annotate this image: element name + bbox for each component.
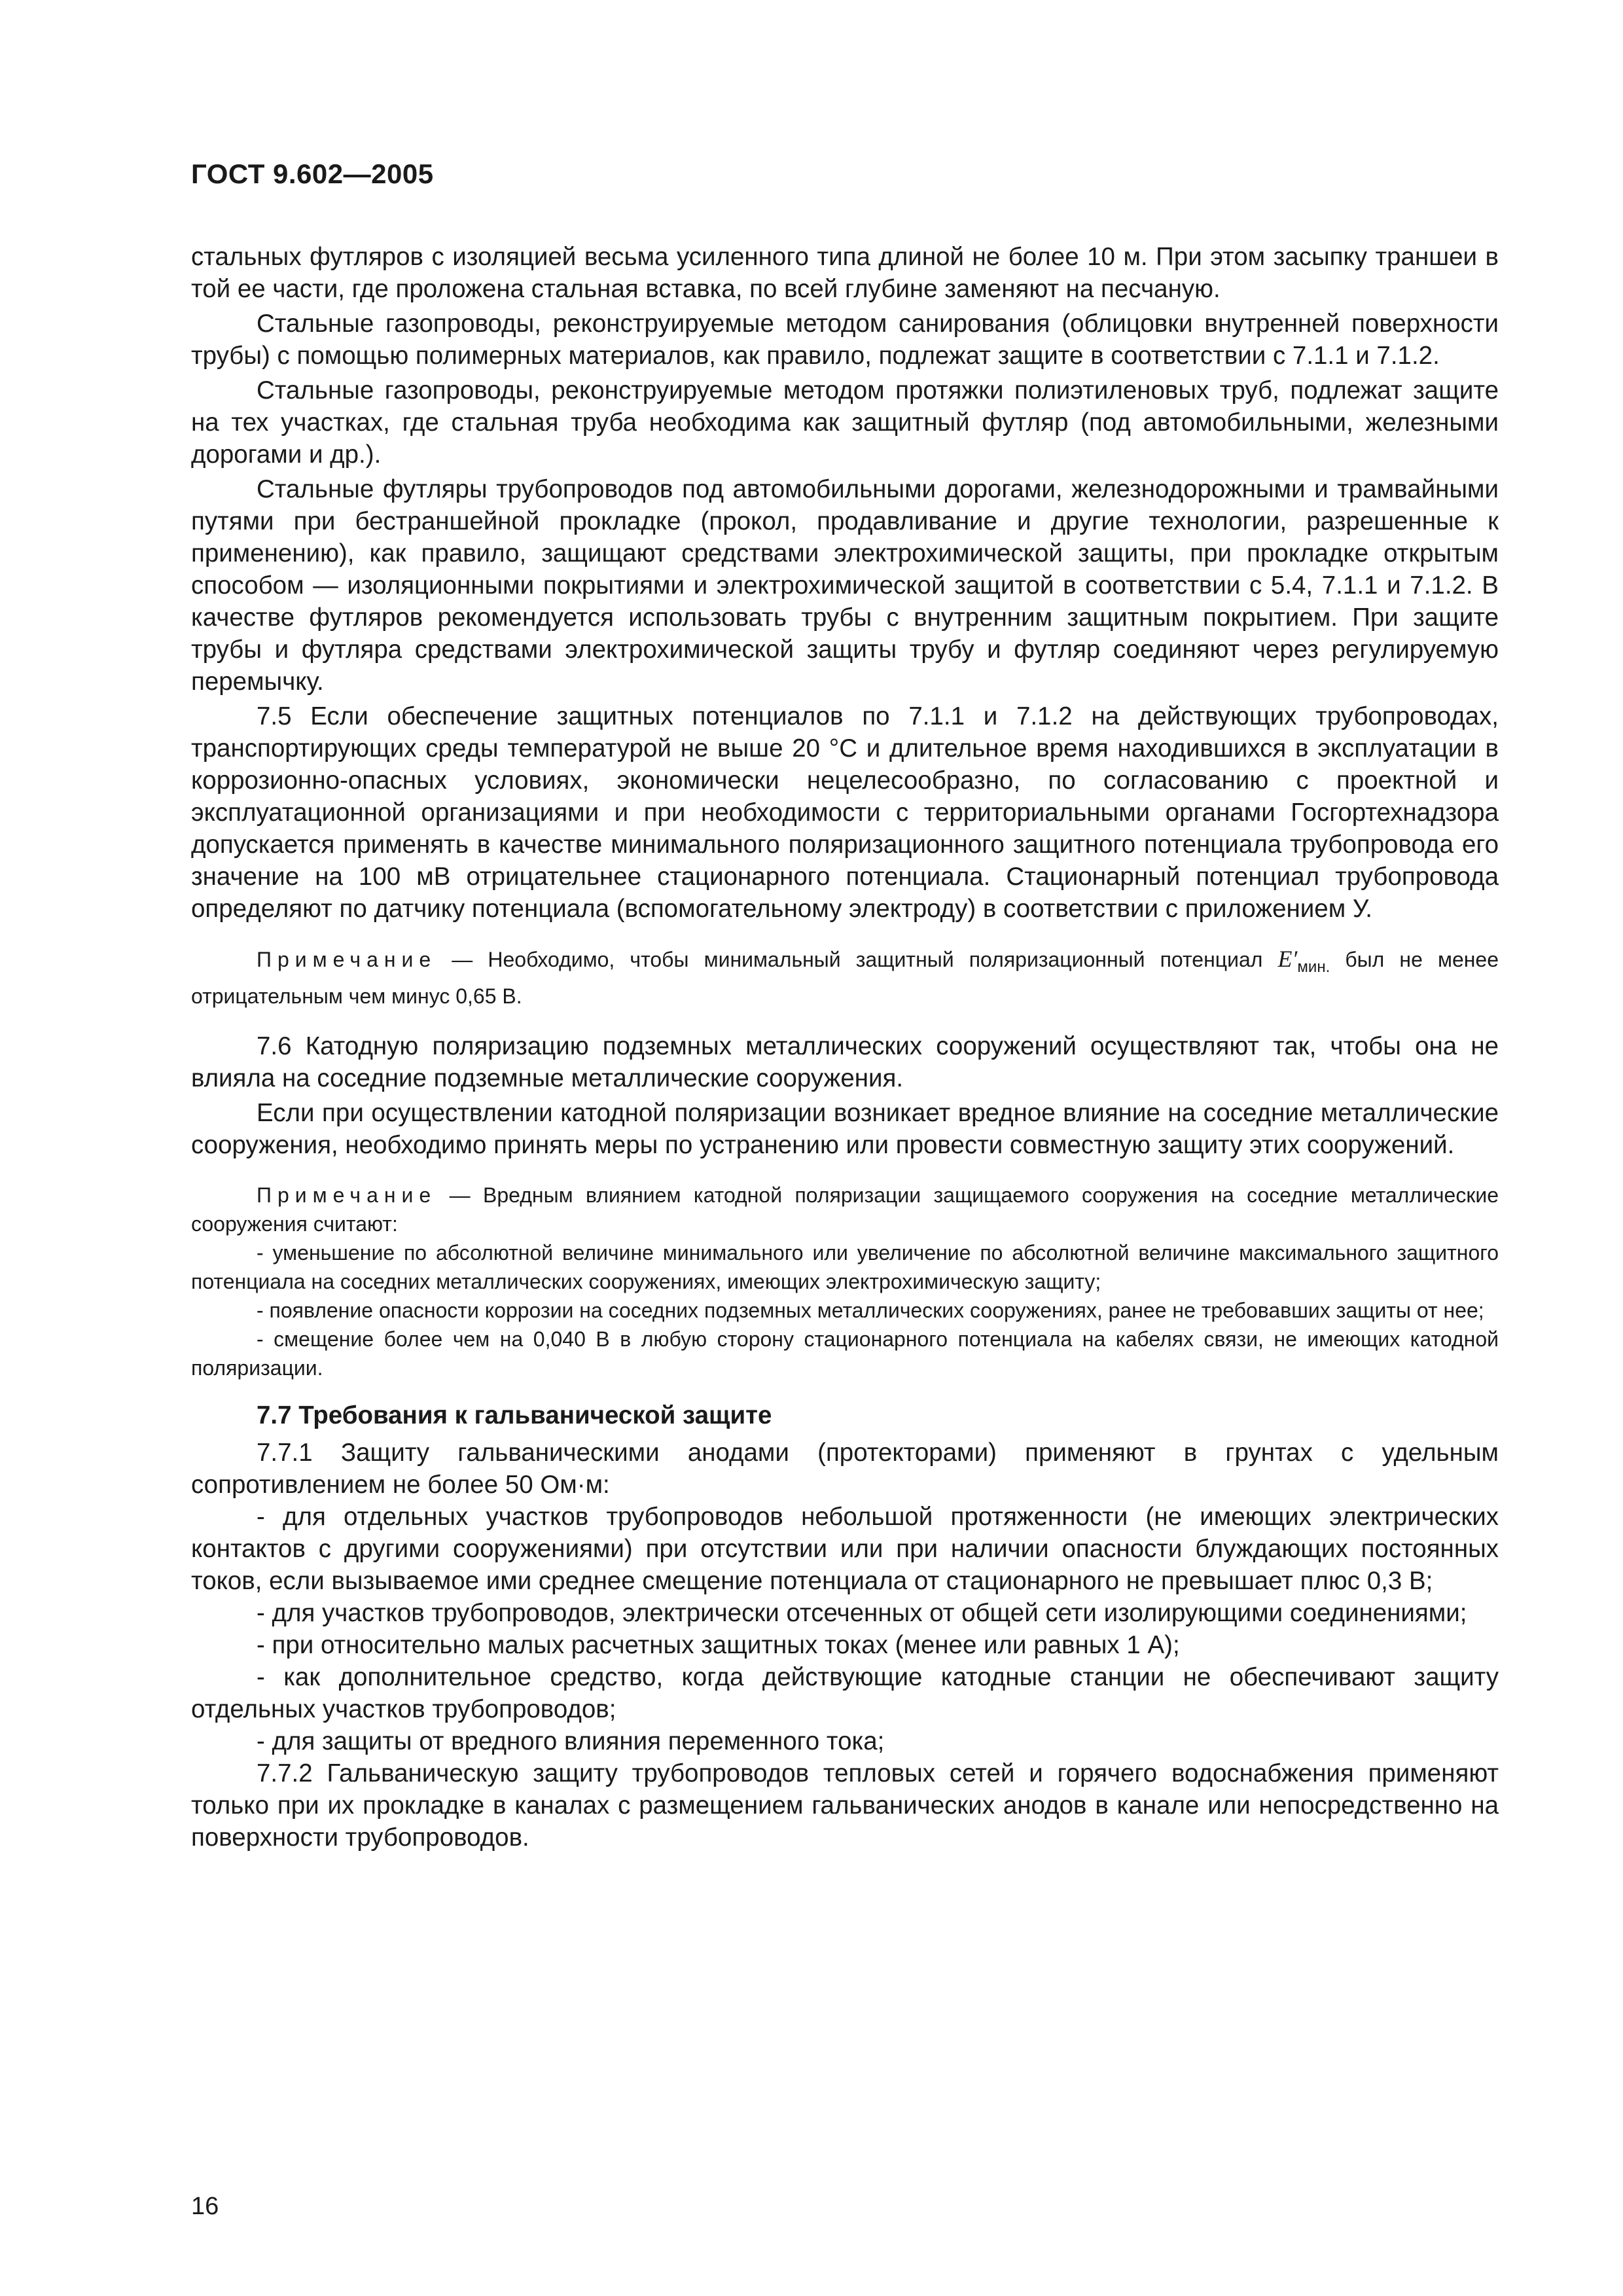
document-body: [191, 241, 1499, 1854]
paragraph: Если при осуществлении катодной поляризации возникает вредное влияние на соседние металлические сооружения, необходимо принять меры по устранению или провести совместную защиту этих сооружений.: [191, 1099, 1499, 1160]
paragraph: Стальные футляры трубопроводов под автомобильными дорогами, железнодорожными и трамвайными путями при бестраншейной прокладке (прокол, продавливание и другие технологии, разрешенные к применению), как правило, защищают средствами электрохимической защиты, при прокладке открытым способом — изоляционными покрытиями и электрохимической защитой в соответствии с 5.4, 7.1.1 и 7.1.2. В качестве футляров рекомендуется использовать трубы с внутренним защитным покрытием. При защите трубы и футляра средствами электрохимической защиты трубу и футляр соединяют через регулируемую перемычку.: [191, 475, 1499, 696]
page-number: 16: [191, 2193, 219, 2220]
document-header: ГОСТ 9.602—2005: [191, 158, 434, 189]
note-list-item: - уменьшение по абсолютной величине минимального или увеличение по абсолютной величине максимального защитного потенциала на соседних металлических сооружениях, имеющих электрохимическую защиту;: [191, 1241, 1499, 1294]
note-list-item: - смещение более чем на 0,040 В в любую сторону стационарного потенциала на кабелях связи, не имеющих катодной поляризации.: [191, 1327, 1499, 1380]
clause-7-6: 7.6 Катодную поляризацию подземных металлических сооружений осуществляют так, чтобы она не влияла на соседние подземные металлические сооружения.: [191, 1032, 1499, 1093]
section-heading: 7.7 Требования к гальванической защите: [257, 1401, 772, 1430]
paragraph: Стальные газопроводы, реконструируемые методом протяжки полиэтиленовых труб, подлежат защите на тех участках, где стальная труба необходима как защитный футляр (под автомобильными, железными дорогами и др.).: [191, 376, 1499, 469]
paragraph: стальных футляров с изоляцией весьма усиленного типа длиной не более 10 м. При этом засыпку траншеи в той ее части, где проложена стальная вставка, по всей глубине заменяют на песчаную.: [191, 243, 1499, 303]
note-text: был не менее отрицательным чем минус 0,65 В.: [191, 948, 1499, 1009]
note-text: — Необходимо, чтобы минимальный защитный поляризационный потенциал: [437, 948, 1278, 971]
clause-7-7-1: 7.7.1 Защиту гальваническими анодами (протекторами) применяют в грунтах с удельным сопротивлением не более 50 Ом·м:: [191, 1439, 1499, 1499]
note-list-item: - появление опасности коррозии на соседних подземных металлических сооружениях, ранее не требовавших защиты от нее;: [257, 1299, 1484, 1323]
clause-7-7-2: 7.7.2 Гальваническую защиту трубопроводов тепловых сетей и горячего водоснабжения применяют только при их прокладке в каналах с размещением гальванических анодов в канале или непосредственно на поверхности трубопроводов.: [191, 1759, 1499, 1852]
note-label: Примечание: [257, 1183, 437, 1208]
note-text: — Вредным влиянием катодной поляризации защищаемого сооружения на соседние металлические сооружения считают:: [191, 1183, 1499, 1236]
list-item: - как дополнительное средство, когда действующие катодные станции не обеспечивают защиту отдельных участков трубопроводов;: [191, 1663, 1499, 1724]
list-item: - для отдельных участков трубопроводов небольшой протяженности (не имеющих электрических контактов с другими сооружениями) при отсутствии или при наличии опасности блуждающих постоянных токов, если вызываемое ими среднее смещение потенциала от стационарного не превышает плюс 0,3 В;: [191, 1503, 1499, 1596]
note-7-5: [191, 944, 1499, 1011]
paragraph: Стальные газопроводы, реконструируемые методом санирования (облицовки внутренней поверхности трубы) с помощью полимерных материалов, как правило, подлежат защите в соответствии с 7.1.1 и 7.1.2.: [191, 310, 1499, 370]
note-label: Примечание: [257, 948, 437, 971]
list-item: - при относительно малых расчетных защитных токах (менее или равных 1 А);: [257, 1631, 1180, 1660]
list-item: - для защиты от вредного влияния переменного тока;: [257, 1727, 885, 1756]
potential-symbol: $E'_{мин.}$: [1277, 946, 1330, 977]
clause-7-5: 7.5 Если обеспечение защитных потенциалов по 7.1.1 и 7.1.2 на действующих трубопроводах, транспортирующих среды температурой не выше 20 °С и длительное время находившихся в эксплуатации в коррозионно-опасных условиях, экономически нецелесообразно, по согласованию с проектной и эксплуатационной организациями и при необходимости с территориальными органами Госгортехнадзора допускается применять в качестве минимального поляризационного защитного потенциала трубопровода его значение на 100 мВ отрицательнее стационарного потенциала. Стационарный потенциал трубопровода определяют по датчику потенциала (вспомогательному электроду) в соответствии с приложением У.: [191, 702, 1499, 923]
list-item: - для участков трубопроводов, электрически отсеченных от общей сети изолирующими соединениями;: [257, 1599, 1467, 1628]
note-7-6: [191, 1181, 1499, 1238]
